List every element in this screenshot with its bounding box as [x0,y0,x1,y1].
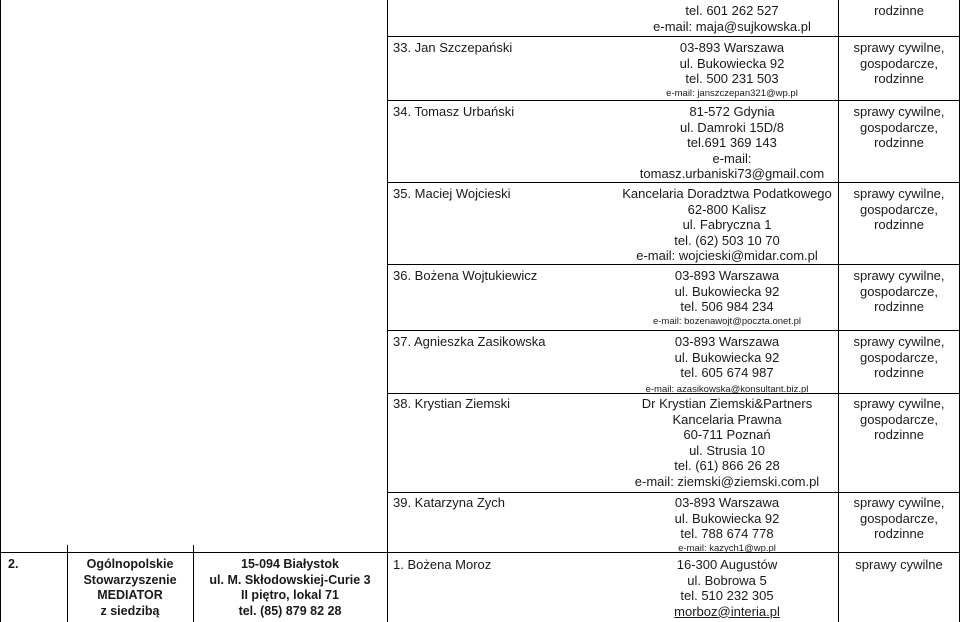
grid-line [838,0,839,622]
category-cell: rodzinne [874,3,924,18]
category-cell: sprawy cywilne, gospodarcze, rodzinne [853,104,945,150]
address-cell: 03-893 Warszawa ul. Bukowiecka 92 tel. 506 984 234 e-mail: bozenawojt@poczta.onet.pl [652,268,801,327]
mediator-name: 36. Bożena Wojtukiewicz [393,268,538,283]
mediator-name: 37. Agnieszka Zasikowska [393,334,546,349]
category-cell: sprawy cywilne, gospodarcze, rodzinne [853,396,945,442]
row-separator [387,330,959,331]
address-cell: 03-893 Warszawa ul. Bukowiecka 92 tel. 500 231 503 e-mail: janszczepan321@wp.pl [666,40,798,99]
address-cell: Kancelaria Doradztwa Podatkowego 62-800 Kalisz ul. Fabryczna 1 tel. (62) 503 10 70 e-mail: wojcieski@midar.com.pl [622,186,832,263]
address-cell: Dr Krystian Ziemski&Partners Kancelaria Prawna 60-711 Poznań ul. Strusia 10 tel. (61) 866 26 28 e-mail: ziemski@ziemski.com.pl [634,396,820,489]
grid-line [0,0,1,622]
category-cell: sprawy cywilne, gospodarcze, rodzinne [853,334,945,380]
row-separator [387,264,959,265]
email-link[interactable]: morboz@interia.pl [674,603,780,619]
category-cell: sprawy cywilne [855,557,943,572]
mediator-name: 33. Jan Szczepański [393,40,513,55]
category-cell: sprawy cywilne, gospodarcze, rodzinne [853,495,945,541]
address-cell: tel. 601 262 527 e-mail: maja@sujkowska.pl [653,3,811,34]
address-cell: 03-893 Warszawa ul. Bukowiecka 92 tel. 788 674 778 e-mail: kazych1@wp.pl [674,495,780,554]
category-cell: sprawy cywilne, gospodarcze, rodzinne [853,186,945,232]
mediator-name: 38. Krystian Ziemski [393,396,511,411]
mediator-name: 39. Katarzyna Zych [393,495,505,510]
organization-name: Ogólnopolskie Stowarzyszenie MEDIATOR z siedzibą [83,557,177,618]
address-cell: 03-893 Warszawa ul. Bukowiecka 92 tel. 605 674 987 e-mail: azasikowska@konsultant.biz.pl [645,334,809,395]
category-cell: sprawy cywilne, gospodarcze, rodzinne [853,268,945,314]
organization-address: 15-094 Białystok ul. M. Skłodowskiej-Curie 3 II piętro, lokal 71 tel. (85) 879 82 28 [209,557,371,618]
mediator-name: 35. Maciej Wojcieski [393,186,511,201]
mediator-name: 34. Tomasz Urbański [393,104,515,119]
row-separator [387,36,959,37]
address-cell: 16-300 Augustów ul. Bobrowa 5 tel. 510 232 305 morboz@interia.pl [620,557,834,619]
row-separator [387,492,959,493]
row-separator [387,100,959,101]
grid-line [387,0,388,622]
address-cell: 81-572 Gdynia ul. Damroki 15D/8 tel.691 369 143 e-mail: tomasz.urbaniski73@gmail.com [639,104,825,181]
row-separator [387,182,959,183]
row-number: 2. [8,557,19,571]
mediator-name: 1. Bożena Moroz [393,557,492,572]
category-cell: sprawy cywilne, gospodarcze, rodzinne [853,40,945,86]
